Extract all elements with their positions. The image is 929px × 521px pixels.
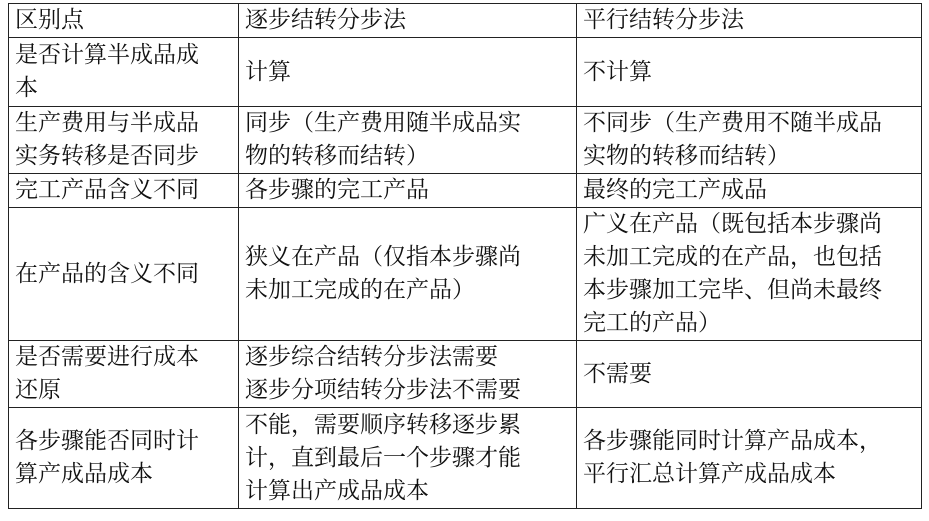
table-header-row [9, 4, 922, 38]
parallel-cell: 不需要 [577, 341, 922, 408]
row-label-cell: 生产费用与半成品 实务转移是否同步 [9, 107, 239, 174]
table-row [9, 408, 922, 509]
comparison-table [8, 3, 922, 509]
sequential-cell: 不能，需要顺序转移逐步累 计，直到最后一个步骤才能 计算出产成品成本 [239, 408, 577, 509]
parallel-cell: 各步骤能同时计算产品成本， 平行汇总计算产成品成本 [577, 408, 922, 509]
table-row [9, 208, 922, 341]
sequential-cell: 同步（生产费用随半成品实 物的转移而结转） [239, 107, 577, 174]
row-label-cell: 完工产品含义不同 [9, 174, 239, 208]
header-cell-difference: 区别点 [9, 4, 239, 38]
table-row [9, 174, 922, 208]
table-row [9, 107, 922, 174]
header-cell-parallel-method: 平行结转分步法 [577, 4, 922, 38]
parallel-cell: 广义在产品（既包括本步骤尚 未加工完成的在产品，也包括 本步骤加工完毕、但尚未最终 完工的产品） [577, 208, 922, 341]
row-label-cell: 是否计算半成品成 本 [9, 38, 239, 107]
sequential-cell: 逐步综合结转分步法需要 逐步分项结转分步法不需要 [239, 341, 577, 408]
sequential-cell: 计算 [239, 38, 577, 107]
table-row [9, 38, 922, 107]
parallel-cell: 不计算 [577, 38, 922, 107]
parallel-cell: 最终的完工产成品 [577, 174, 922, 208]
table-row [9, 341, 922, 408]
sequential-cell: 各步骤的完工产品 [239, 174, 577, 208]
row-label-cell: 各步骤能否同时计 算产成品成本 [9, 408, 239, 509]
sequential-cell: 狭义在产品（仅指本步骤尚 未加工完成的在产品） [239, 208, 577, 341]
row-label-cell: 是否需要进行成本 还原 [9, 341, 239, 408]
parallel-cell: 不同步（生产费用不随半成品 实物的转移而结转） [577, 107, 922, 174]
header-cell-sequential-method: 逐步结转分步法 [239, 4, 577, 38]
row-label-cell: 在产品的含义不同 [9, 208, 239, 341]
